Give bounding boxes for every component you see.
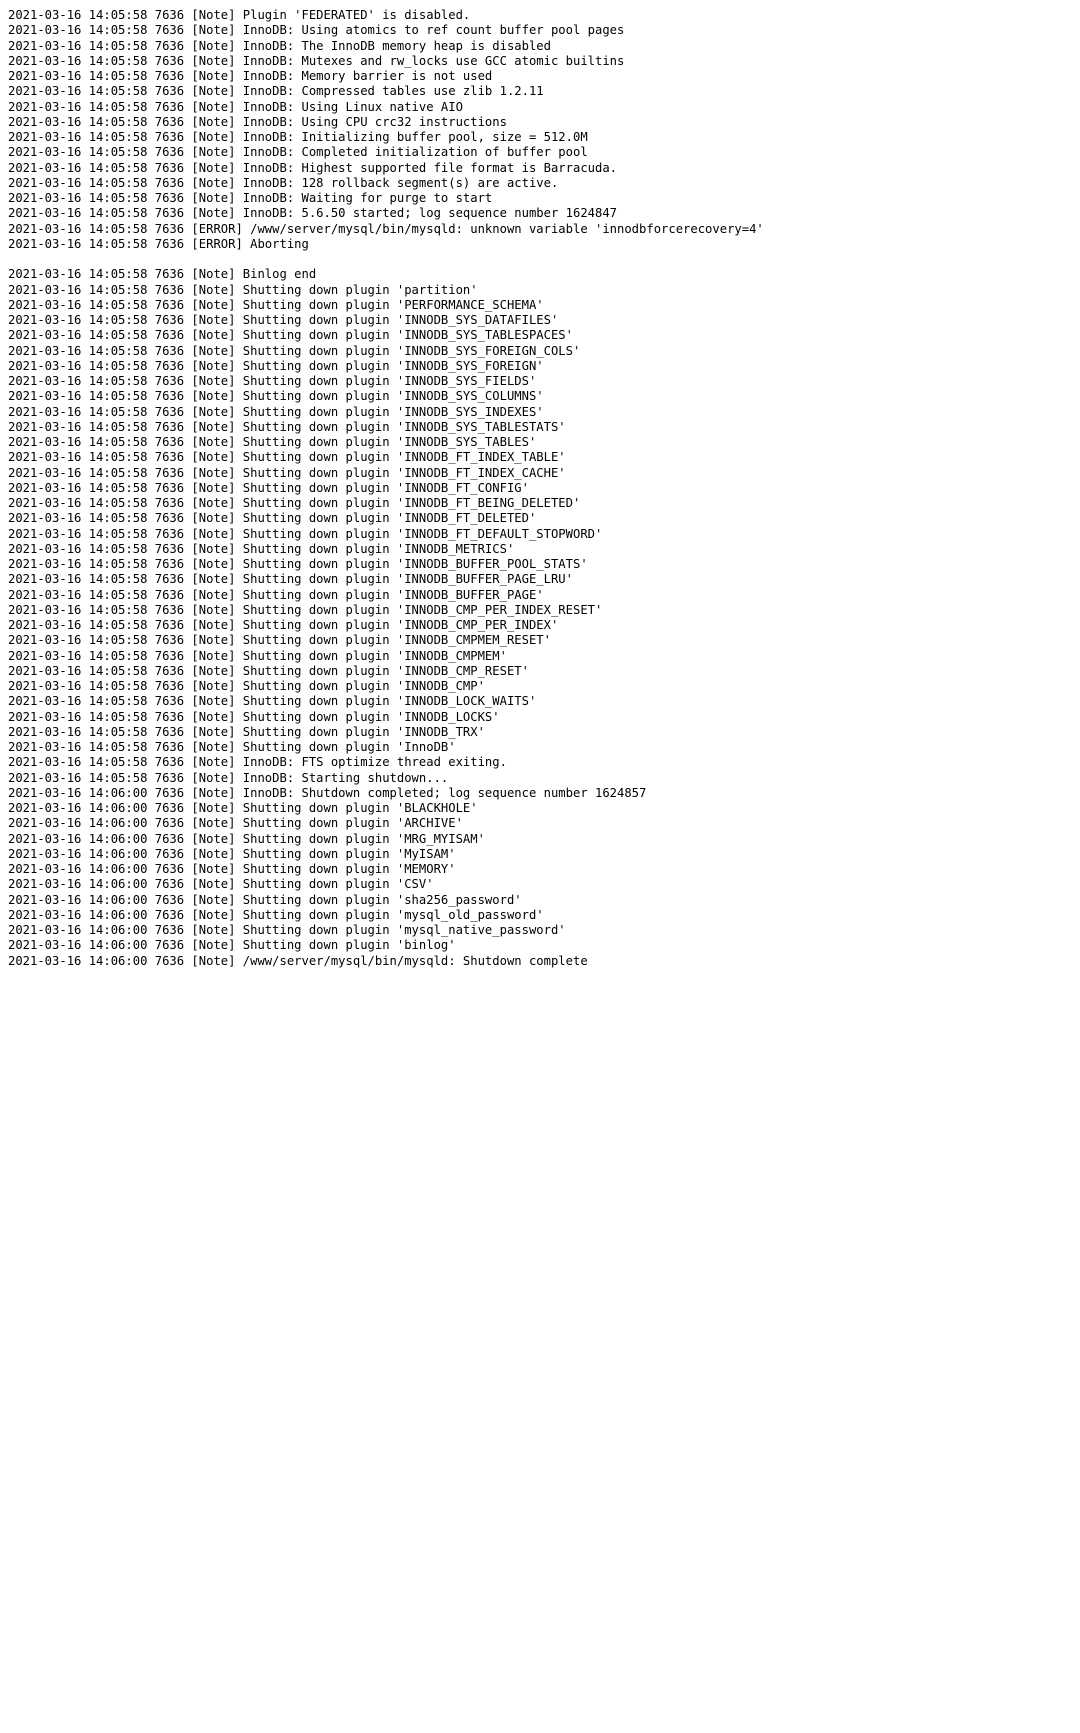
log-line: 2021-03-16 14:05:58 7636 [Note] Shutting down plugin 'INNODB_SYS_FIELDS' bbox=[8, 374, 537, 388]
log-line: 2021-03-16 14:06:00 7636 [Note] Shutting down plugin 'MRG_MYISAM' bbox=[8, 831, 485, 846]
log-line: 2021-03-16 14:06:00 7636 [Note] Shutting down plugin 'mysql_native_password' bbox=[8, 923, 566, 937]
log-line: 2021-03-16 14:05:58 7636 [Note] Shutting down plugin 'INNODB_FT_INDEX_CACHE' bbox=[8, 465, 566, 480]
log-line: 2021-03-16 14:06:00 7636 [Note] Shutting down plugin 'sha256_password' bbox=[8, 892, 522, 907]
log-line: 2021-03-16 14:05:58 7636 [Note] Shutting down plugin 'INNODB_FT_DEFAULT_STOPWORD' bbox=[8, 526, 603, 541]
log-line: 2021-03-16 14:05:58 7636 [Note] Shutting down plugin 'INNODB_LOCK_WAITS' bbox=[8, 694, 537, 709]
log-line: 2021-03-16 14:06:00 7636 [Note] Shutting down plugin 'BLACKHOLE' bbox=[8, 801, 478, 815]
log-line: 2021-03-16 14:05:58 7636 [Note] InnoDB: Using atomics to ref count buffer pool pages bbox=[8, 23, 625, 38]
log-output bbox=[8, 8, 764, 969]
log-line: 2021-03-16 14:05:58 7636 [Note] InnoDB: Starting shutdown... bbox=[8, 770, 449, 785]
log-line: 2021-03-16 14:05:58 7636 [Note] Shutting down plugin 'INNODB_SYS_FOREIGN_COLS' bbox=[8, 343, 581, 358]
log-line: 2021-03-16 14:05:58 7636 [Note] Shutting down plugin 'INNODB_SYS_INDEXES' bbox=[8, 404, 544, 419]
log-line: 2021-03-16 14:05:58 7636 [Note] Shutting down plugin 'INNODB_CMP_RESET' bbox=[8, 663, 529, 678]
log-line: 2021-03-16 14:06:00 7636 [Note] Shutting down plugin 'ARCHIVE' bbox=[8, 816, 463, 831]
log-line: 2021-03-16 14:05:58 7636 [Note] InnoDB: The InnoDB memory heap is disabled bbox=[8, 38, 551, 53]
log-line: 2021-03-16 14:05:58 7636 [Note] InnoDB: Using Linux native AIO bbox=[8, 99, 463, 114]
log-line: 2021-03-16 14:05:58 7636 [Note] Shutting down plugin 'INNODB_METRICS' bbox=[8, 541, 515, 556]
log-line: 2021-03-16 14:05:58 7636 [Note] Shutting down plugin 'INNODB_CMP_PER_INDEX_RESET' bbox=[8, 602, 603, 617]
log-line: 2021-03-16 14:05:58 7636 [Note] InnoDB: Initializing buffer pool, size = 512.0M bbox=[8, 130, 588, 144]
log-line: 2021-03-16 14:06:00 7636 [Note] Shutting down plugin 'MEMORY' bbox=[8, 862, 456, 876]
log-line: 2021-03-16 14:05:58 7636 [Note] Shutting down plugin 'INNODB_FT_INDEX_TABLE' bbox=[8, 450, 566, 465]
log-line: 2021-03-16 14:05:58 7636 [Note] Shutting down plugin 'INNODB_LOCKS' bbox=[8, 709, 500, 724]
log-line: 2021-03-16 14:06:00 7636 [Note] Shutting down plugin 'binlog' bbox=[8, 938, 456, 953]
log-line: 2021-03-16 14:05:58 7636 [Note] InnoDB: Waiting for purge to start bbox=[8, 191, 493, 205]
log-line: 2021-03-16 14:05:58 7636 [Note] Shutting down plugin 'INNODB_CMPMEM_RESET' bbox=[8, 633, 551, 648]
log-line: 2021-03-16 14:06:00 7636 [Note] Shutting down plugin 'mysql_old_password' bbox=[8, 907, 544, 922]
log-line: 2021-03-16 14:05:58 7636 [Note] Shutting down plugin 'INNODB_SYS_DATAFILES' bbox=[8, 313, 559, 327]
log-line: 2021-03-16 14:05:58 7636 [Note] Shutting down plugin 'INNODB_CMP' bbox=[8, 679, 485, 693]
log-line: 2021-03-16 14:05:58 7636 [Note] InnoDB: Mutexes and rw_locks use GCC atomic builtins bbox=[8, 53, 625, 68]
log-line: 2021-03-16 14:05:58 7636 [Note] Binlog end bbox=[8, 267, 317, 282]
log-line: 2021-03-16 14:05:58 7636 [Note] InnoDB: 5.6.50 started; log sequence number 1624847 bbox=[8, 206, 618, 221]
log-line: 2021-03-16 14:05:58 7636 [ERROR] /www/server/mysql/bin/mysqld: unknown variable 'innodbforcerecovery=4' bbox=[8, 221, 764, 236]
log-line: 2021-03-16 14:05:58 7636 [Note] InnoDB: Completed initialization of buffer pool bbox=[8, 145, 588, 160]
log-line: 2021-03-16 14:06:00 7636 [Note] /www/server/mysql/bin/mysqld: Shutdown complete bbox=[8, 953, 588, 968]
log-line: 2021-03-16 14:05:58 7636 [Note] Shutting down plugin 'INNODB_BUFFER_PAGE' bbox=[8, 587, 544, 602]
log-line: 2021-03-16 14:05:58 7636 [Note] InnoDB: FTS optimize thread exiting. bbox=[8, 755, 507, 770]
log-line: 2021-03-16 14:05:58 7636 [Note] Shutting down plugin 'INNODB_SYS_TABLESTATS' bbox=[8, 419, 566, 434]
log-line: 2021-03-16 14:06:00 7636 [Note] Shutting down plugin 'MyISAM' bbox=[8, 846, 456, 861]
log-line: 2021-03-16 14:05:58 7636 [Note] Shutting down plugin 'INNODB_SYS_FOREIGN' bbox=[8, 358, 544, 373]
log-line: 2021-03-16 14:05:58 7636 [Note] Shutting down plugin 'INNODB_SYS_TABLESPACES' bbox=[8, 328, 573, 343]
log-line: 2021-03-16 14:05:58 7636 [Note] Shutting down plugin 'INNODB_CMP_PER_INDEX' bbox=[8, 618, 559, 632]
log-line: 2021-03-16 14:05:58 7636 [Note] Shutting down plugin 'INNODB_CMPMEM' bbox=[8, 648, 507, 663]
log-line: 2021-03-16 14:05:58 7636 [Note] InnoDB: Using CPU crc32 instructions bbox=[8, 114, 507, 129]
log-line: 2021-03-16 14:05:58 7636 [Note] Shutting down plugin 'partition' bbox=[8, 282, 478, 297]
log-line: 2021-03-16 14:05:58 7636 [Note] InnoDB: Memory barrier is not used bbox=[8, 69, 493, 83]
log-line: 2021-03-16 14:05:58 7636 [Note] Shutting down plugin 'INNODB_FT_BEING_DELETED' bbox=[8, 496, 581, 510]
log-line: 2021-03-16 14:05:58 7636 [Note] InnoDB: Highest supported file format is Barracuda. bbox=[8, 160, 618, 175]
log-line: 2021-03-16 14:05:58 7636 [Note] Shutting down plugin 'INNODB_FT_DELETED' bbox=[8, 511, 537, 526]
log-line: 2021-03-16 14:05:58 7636 [Note] Shutting down plugin 'PERFORMANCE_SCHEMA' bbox=[8, 297, 544, 312]
log-line: 2021-03-16 14:05:58 7636 [Note] Shutting down plugin 'INNODB_BUFFER_PAGE_LRU' bbox=[8, 572, 573, 587]
log-line: 2021-03-16 14:05:58 7636 [Note] Shutting down plugin 'InnoDB' bbox=[8, 740, 456, 754]
log-line: 2021-03-16 14:06:00 7636 [Note] Shutting down plugin 'CSV' bbox=[8, 877, 434, 892]
log-line: 2021-03-16 14:05:58 7636 [Note] Shutting down plugin 'INNODB_SYS_TABLES' bbox=[8, 435, 537, 449]
log-line: 2021-03-16 14:05:58 7636 [Note] Plugin 'FEDERATED' is disabled. bbox=[8, 8, 471, 22]
log-line: 2021-03-16 14:05:58 7636 [Note] InnoDB: Compressed tables use zlib 1.2.11 bbox=[8, 84, 544, 99]
log-line: 2021-03-16 14:05:58 7636 [Note] Shutting down plugin 'INNODB_BUFFER_POOL_STATS' bbox=[8, 557, 588, 571]
log-line: 2021-03-16 14:05:58 7636 [ERROR] Aborting bbox=[8, 236, 309, 251]
log-line: 2021-03-16 14:05:58 7636 [Note] Shutting down plugin 'INNODB_SYS_COLUMNS' bbox=[8, 389, 544, 404]
log-line: 2021-03-16 14:05:58 7636 [Note] InnoDB: 128 rollback segment(s) are active. bbox=[8, 175, 559, 190]
log-line: 2021-03-16 14:05:58 7636 [Note] Shutting down plugin 'INNODB_FT_CONFIG' bbox=[8, 480, 529, 495]
log-line: 2021-03-16 14:06:00 7636 [Note] InnoDB: Shutdown completed; log sequence number 1624857 bbox=[8, 785, 647, 800]
log-line: 2021-03-16 14:05:58 7636 [Note] Shutting down plugin 'INNODB_TRX' bbox=[8, 724, 485, 739]
blank-line bbox=[8, 252, 764, 267]
